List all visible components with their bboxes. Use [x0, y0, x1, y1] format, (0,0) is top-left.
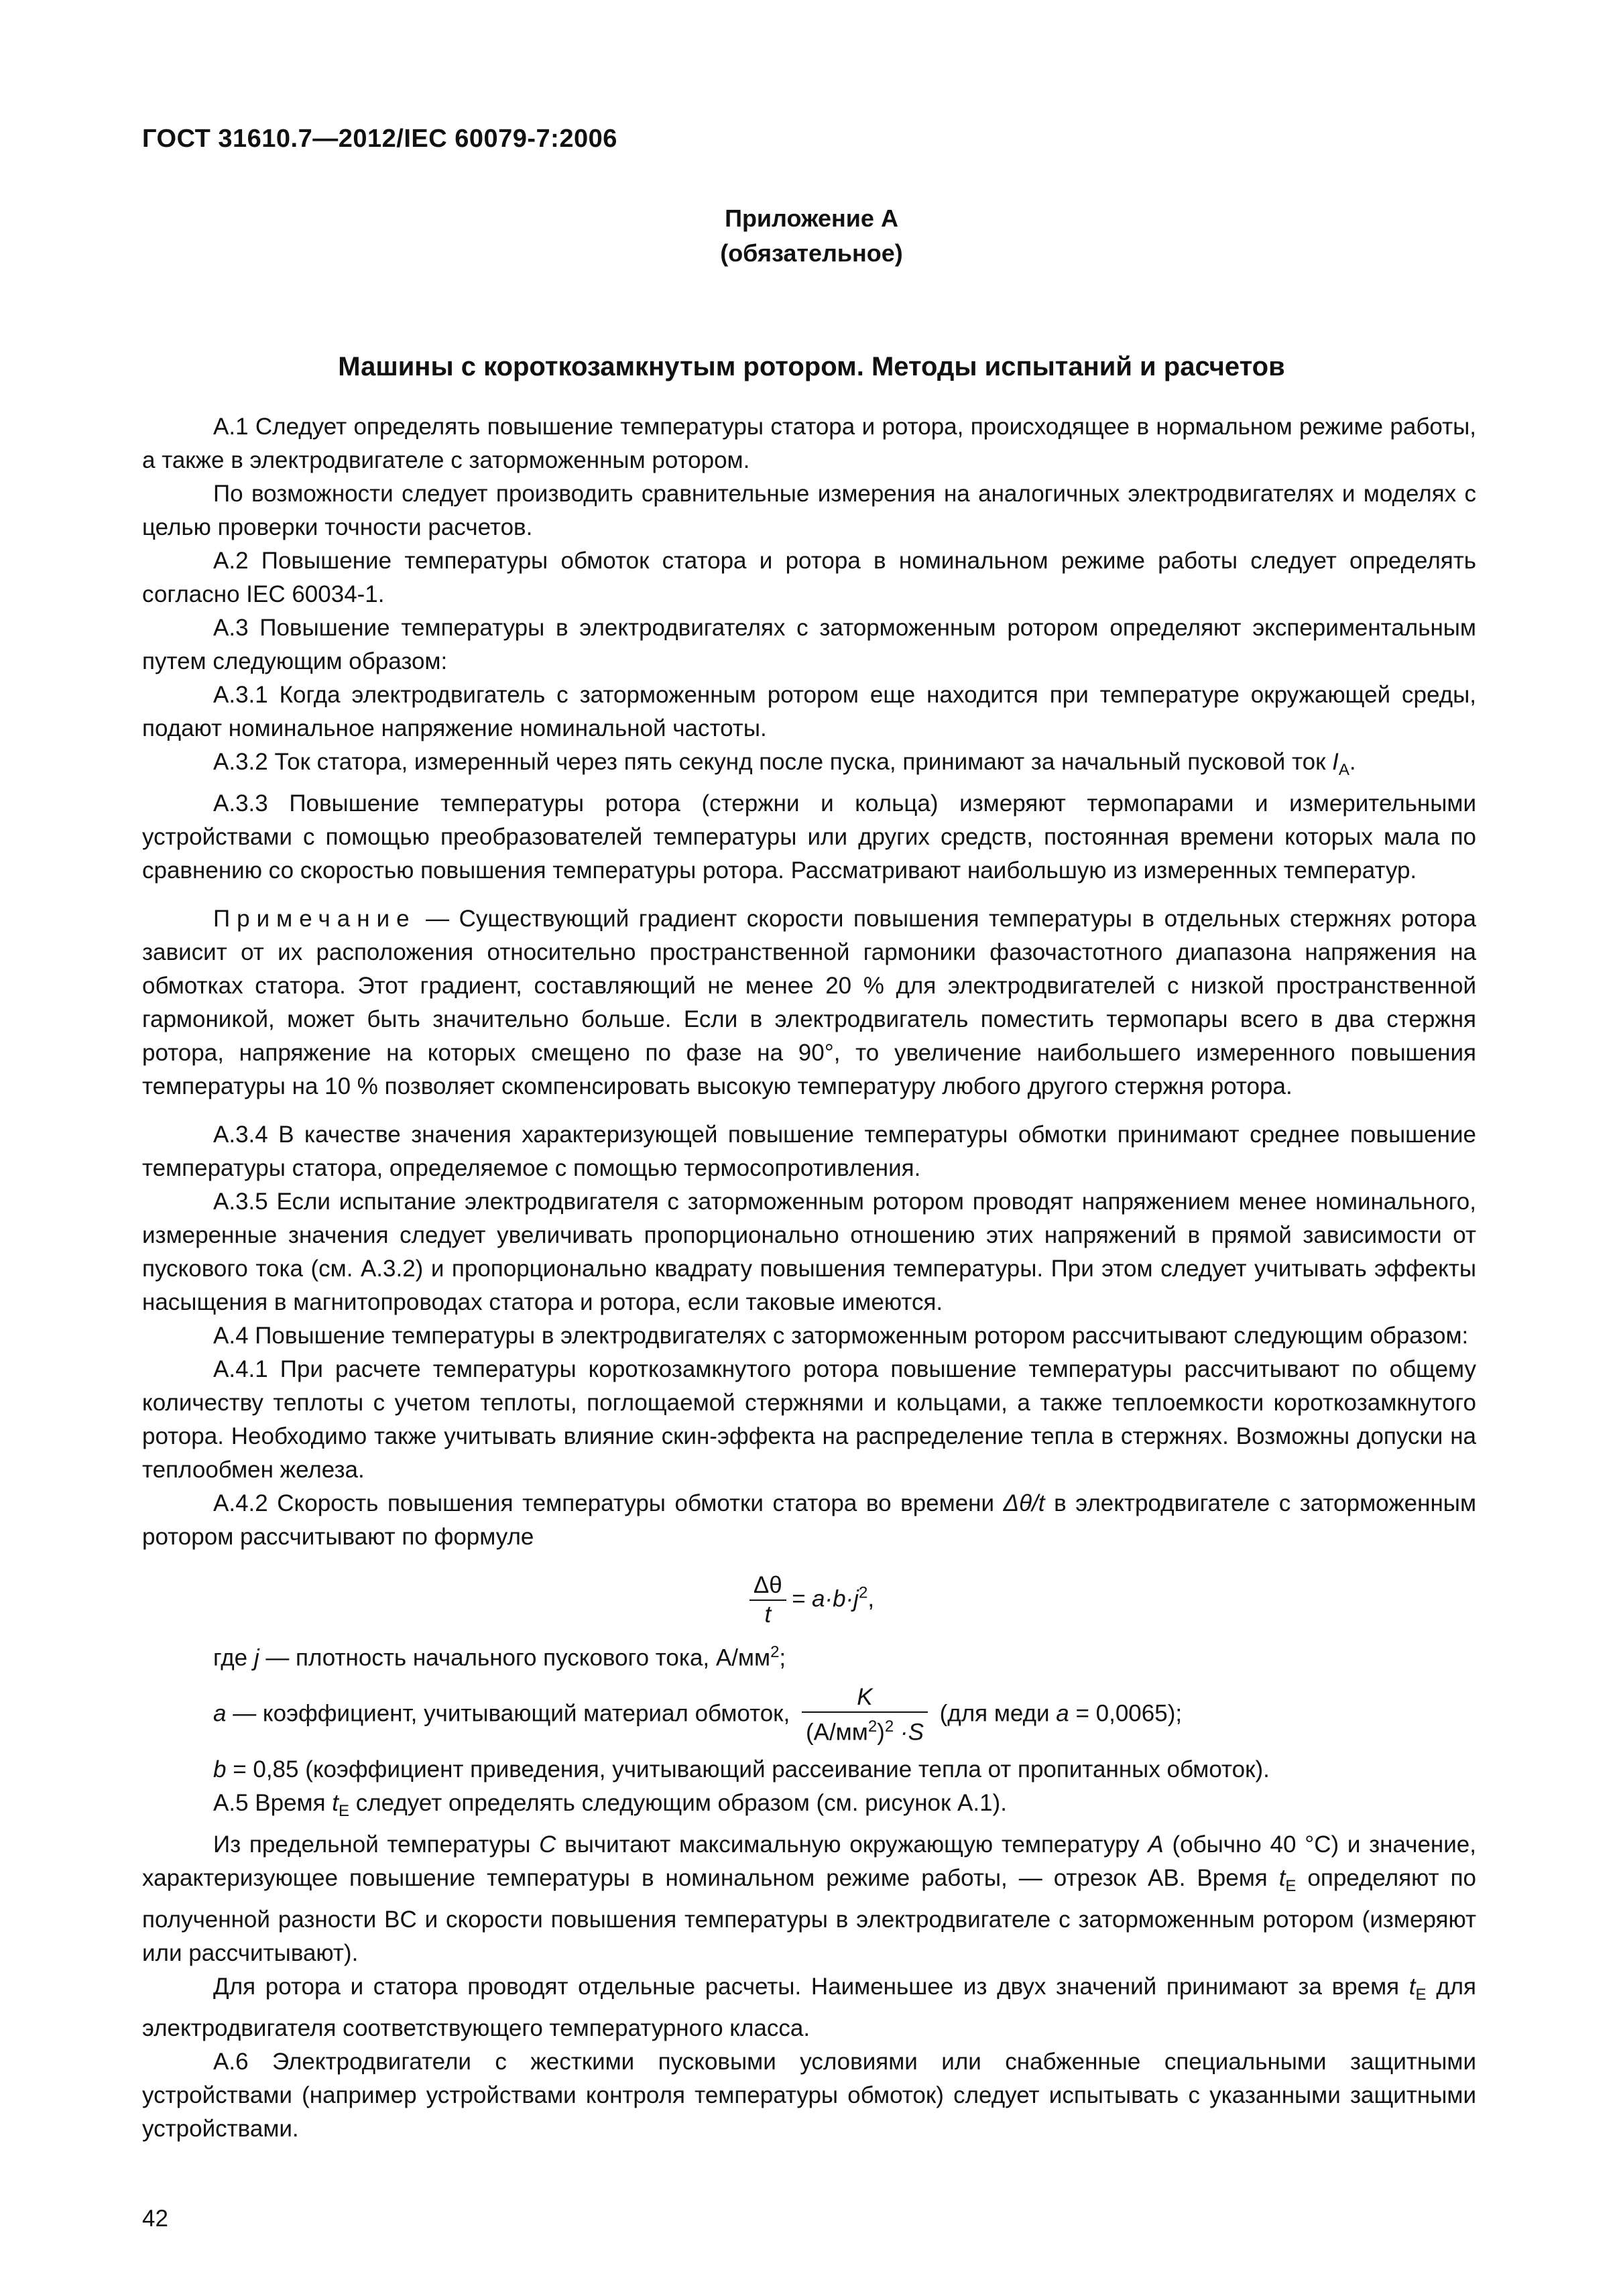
where-j-text: — плотность начального пускового тока, А/мм [259, 1644, 771, 1671]
a42-symbol: Δθ/t [1003, 1490, 1045, 1516]
paragraph-a2: А.2 Повышение температуры обмоток статора и ротора в номинальном режиме работы следует определять согласно IEC 60034-1. [142, 548, 1476, 607]
den-part-2: ) [877, 1719, 885, 1746]
a32-subscript: A [1338, 761, 1349, 779]
paragraph-a3: А.3 Повышение температуры в электродвигателях с заторможенным ротором определяют экспериментальным путем следующим образом: [142, 615, 1476, 674]
a5-subscript: E [339, 1802, 350, 1821]
page-number: 42 [142, 2206, 168, 2232]
formula-rhs: = a·b·j [791, 1585, 859, 1612]
a5b-symbol-t: t [1278, 1865, 1286, 1892]
paragraph-a41: А.4.1 При расчете температуры короткозамкнутого ротора повышение температуры рассчитывают по общему количеству теплоты с учетом теплоты, поглощаемой стержнями и кольцами, а также теплоемкости короткозамкнутого ротора. Необходимо также учитывать влияние скин-эффекта на распределение тепла в стержнях. Возможны допуски на теплообмен железа. [142, 1356, 1476, 1483]
formula-fraction [749, 1571, 786, 1629]
where-b-text: = 0,85 (коэффициент приведения, учитывающий рассеивание тепла от пропитанных обмоток). [226, 1756, 1270, 1783]
a32-text: А.3.2 Ток статора, измеренный через пять секунд после пуска, принимают за начальный пусковой ток [213, 749, 1333, 775]
a5-start: А.5 Время [213, 1790, 333, 1817]
a5-symbol: t [332, 1790, 339, 1817]
a42-start: А.4.2 Скорость повышения температуры обмотки статора во времени [213, 1490, 1004, 1516]
paragraph-a42 [142, 1487, 1476, 1554]
note-lead: Примечание [213, 906, 416, 932]
paragraph-a6: А.6 Электродвигатели с жесткими пусковыми условиями или снабженные специальными защитными устройствами (например устройствами контроля температуры обмоток) следует испытывать с указанными защитными устройствами. [142, 2049, 1476, 2142]
den-part-1: (А/мм [805, 1719, 868, 1746]
a5c-part-2: для электродвигателя соответствующего температурного класса. [142, 1974, 1476, 2042]
section-title: Машины с короткозамкнутым ротором. Методы испытаний и расчетов [338, 352, 1285, 381]
paragraph-a35: А.3.5 Если испытание электродвигателя с заторможенным ротором проводят напряжением менее номинального, измеренные значения следует увеличивать пропорционально отношению этих напряжений в прямой зависимости от пускового тока (см. А.3.2) и пропорционально квадрату повышения температуры. При этом следует учитывать эффекты насыщения в магнитопроводах статора и ротора, если таковые имеются. [142, 1189, 1476, 1315]
annex-status: (обязательное) [720, 239, 903, 267]
where-a-after-2: = 0,0065); [1069, 1700, 1183, 1727]
note-text: — Существующий градиент скорости повышения температуры в отдельных стержнях ротора зависит от их расположения относительно пространственной гармоники фазочастотного диапазона напряжения на обмотках статора. Этот градиент, составляющий не менее 20 % для электродвигателей с низкой пространственной гармоникой, может быть значительно больше. Если в электродвигатель поместить термопары всего в два стержня ротора, напряжение на которых смещено по фазе на 90°, то увеличение наибольшего измеренного повышения температуры на 10 % позволяет скомпенсировать высокую температуру любого другого стержня ротора. [142, 906, 1476, 1099]
paragraph-a4: А.4 Повышение температуры в электродвигателях с заторможенным ротором рассчитывают следующим образом: [213, 1323, 1469, 1349]
where-a-unit-denominator [802, 1713, 928, 1747]
formula-denominator-symbol: t [764, 1602, 772, 1628]
paragraph-a34: А.3.4 В качестве значения характеризующей повышение температуры обмотки принимают среднее повышение температуры статора, определяемое с помощью термосопротивления. [142, 1122, 1476, 1181]
where-j: где j — плотность начального пускового тока, $А/мм^2$; [213, 1643, 786, 1671]
where-j-exponent: 2 [770, 1643, 780, 1661]
a5c-symbol-t: t [1408, 1974, 1416, 2000]
where-a-text: — коэффициент, учитывающий материал обмоток, [226, 1700, 796, 1727]
paragraph-a5c [142, 1970, 1476, 2045]
a5-end: следует определять следующим образом (см. рисунок А.1). [349, 1790, 1007, 1817]
a5b-part-3: (обычно 40 °С) и значение, характеризующее повышение температуры в номинальном режиме работы, — отрезок AB. Время [142, 1831, 1476, 1892]
paragraph-a1: А.1 Следует определять повышение температуры статора и ротора, происходящее в нормальном режиме работы, а также в электродвигателе с заторможенным ротором. [142, 414, 1476, 473]
where-a-after-symbol: a [1056, 1700, 1069, 1727]
paragraph-a31: А.3.1 Когда электродвигатель с заторможенным ротором еще находится при температуре окружающей среды, подают номинальное напряжение номинальной частоты. [142, 682, 1476, 741]
note-paragraph [142, 902, 1476, 1103]
a42-end: в электродвигателе с заторможенным ротором рассчитывают по формуле [142, 1490, 1477, 1550]
where-b [142, 1753, 1476, 1787]
paragraph-a33: А.3.3 Повышение температуры ротора (стержни и кольца) измеряют термопарами и измерительными устройствами с помощью преобразователей температуры или других средств, постоянная времени которых мала по сравнению со скоростью повышения температуры ротора. Рассматривают наибольшую из измеренных температур. [142, 790, 1476, 884]
paragraph-a5b [142, 1828, 1476, 1970]
paragraph-a1b: По возможности следует производить сравнительные измерения на аналогичных электродвигателях и моделях с целью проверки точности расчетов. [142, 481, 1476, 540]
a5b-part-2: вычитают максимальную окружающую температуру [556, 1831, 1148, 1858]
where-a-unit-numerator [802, 1683, 928, 1713]
den-exp-2: 2 [884, 1717, 894, 1736]
where-j-end: ; [779, 1644, 786, 1671]
standard-header: ГОСТ 31610.7—2012/IEC 60079-7:2006 [142, 125, 617, 153]
a32-end: . [1349, 749, 1356, 775]
where-a-symbol: a [213, 1700, 227, 1727]
a5b-part-1: Из предельной температуры [213, 1831, 540, 1858]
paragraph-a32 [142, 745, 1476, 787]
den-part-3: ·S [894, 1719, 924, 1746]
a5b-symbol-a: A [1148, 1831, 1164, 1858]
where-a-unit-fraction [802, 1683, 928, 1747]
where-j-symbol: j [253, 1644, 259, 1671]
where-a-unit-num-symbol: K [857, 1683, 873, 1710]
a5c-subscript: E [1415, 1986, 1427, 2004]
annex-heading [0, 201, 1623, 271]
a5c-part-1: Для ротора и статора проводят отдельные расчеты. Наименьшее из двух значений принимают за время [213, 1974, 1409, 2000]
formula [142, 1571, 1476, 1629]
where-a-after-1: (для меди [933, 1700, 1057, 1727]
a5b-subscript: E [1285, 1877, 1297, 1896]
annex-title: Приложение А [725, 204, 898, 232]
a5b-symbol-c: C [539, 1831, 556, 1858]
where-a [142, 1683, 1476, 1747]
den-exp-1: 2 [867, 1717, 878, 1736]
formula-numerator: Δθ [749, 1571, 786, 1601]
where-b-symbol: b [213, 1756, 227, 1783]
a32-symbol: I [1332, 749, 1339, 775]
formula-denominator [749, 1601, 786, 1629]
body-text [142, 410, 1476, 2146]
paragraph-a5 [142, 1787, 1476, 1828]
formula-rhs-end: , [867, 1585, 875, 1612]
a5b-part-4: определяют по полученной разности BC и скорости повышения температуры в электродвигателе с заторможенным ротором (измеряют или рассчитывают). [142, 1865, 1476, 1967]
formula-rhs-exponent: 2 [858, 1583, 868, 1602]
